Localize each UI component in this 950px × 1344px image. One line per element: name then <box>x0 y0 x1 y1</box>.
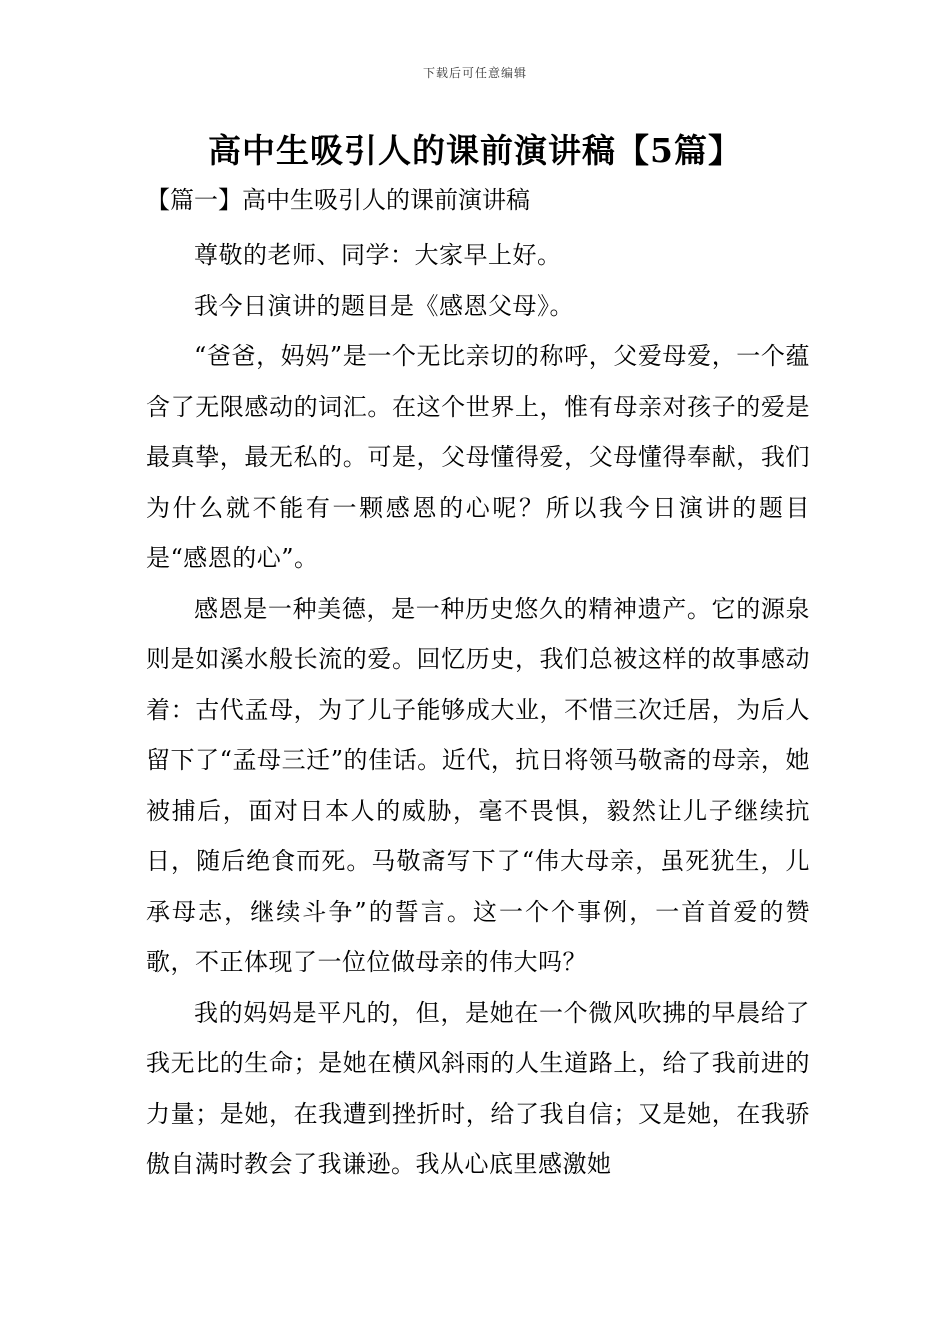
document-body <box>146 180 810 1190</box>
paragraph-parents: “爸爸，妈妈”是一个无比亲切的称呼，父爱母爱，一个蕴含了无限感动的词汇。在这个世界上，惟有母亲对孩子的爱是最真挚，最无私的。可是，父母懂得爱，父母懂得奉献，我们为什么就不能有一颗感恩的心呢？所以我今日演讲的题目是“感恩的心”。 <box>146 342 810 572</box>
paragraph-greeting: 尊敬的老师、同学：大家早上好。 <box>194 241 562 269</box>
document-title: 高中生吸引人的课前演讲稿【5篇】 <box>208 131 742 170</box>
paragraph-my-mother: 我的妈妈是平凡的，但，是她在一个微风吹拂的早晨给了我无比的生命；是她在横风斜雨的人生道路上，给了我前进的力量；是她，在我遭到挫折时，给了我自信；又是她，在我骄傲自满时教会了我谦逊。我从心底里感激她 <box>146 998 810 1178</box>
paragraph-topic: 我今日演讲的题目是《感恩父母》。 <box>194 291 574 320</box>
section-heading: 【篇一】高中生吸引人的课前演讲稿 <box>146 186 530 214</box>
paragraph-gratitude: 感恩是一种美德，是一种历史悠久的精神遗产。它的源泉则是如溪水般长流的爱。回忆历史，我们总被这样的故事感动着：古代孟母，为了儿子能够成大业，不惜三次迁居，为后人留下了“孟母三迁”的佳话。近代，抗日将领马敬斋的母亲，她被捕后，面对日本人的威胁，毫不畏惧，毅然让儿子继续抗日，随后绝食而死。马敬斋写下了“伟大母亲，虽死犹生，儿承母志，继续斗争”的誓言。这一个个事例，一首首爱的赞歌，不正体现了一位位做母亲的伟大吗？ <box>146 594 810 976</box>
header-note: 下载后可任意编辑 <box>422 66 527 80</box>
